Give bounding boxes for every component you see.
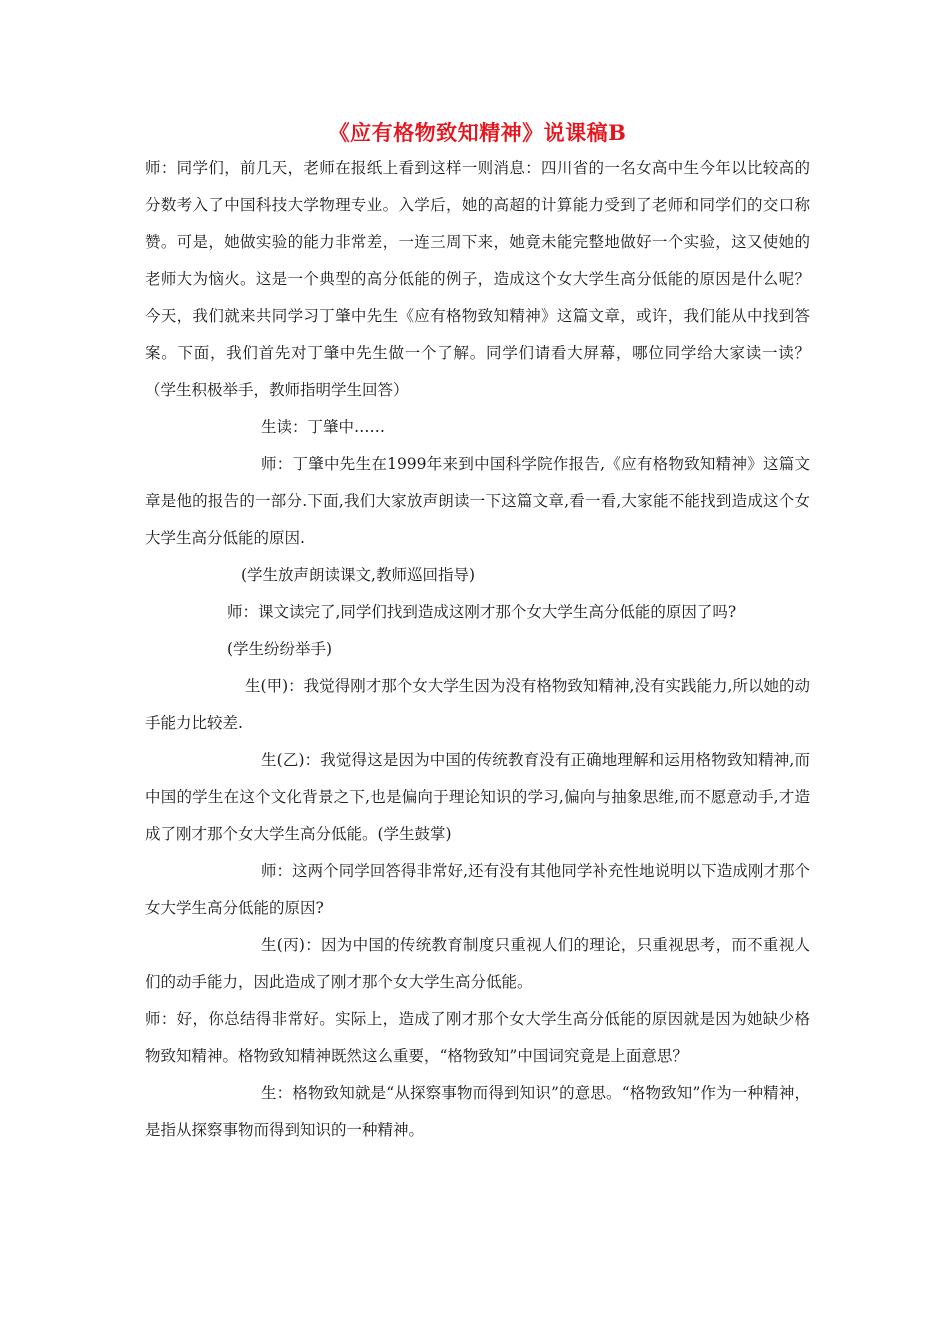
paragraph-teacher-question: 师：课文读完了,同学们找到造成这刚才那个女大学生高分低能的原因了吗? <box>227 603 737 621</box>
paragraph-student-reads: 生读：丁肇中…… <box>261 418 386 436</box>
paragraph-student-b: 生(乙)：我觉得这是因为中国的传统教育没有正确地理解和运用格物致知精神,而中国的学生在这个文化背景之下,也是偏向于理论知识的学习,偏向与抽象思维,而不愿意动手,才造成了刚才那个女大学生高分低能。(学生鼓掌) <box>145 751 810 843</box>
paragraph-student-c: 生(丙)：因为中国的传统教育制度只重视人们的理论，只重视思考，而不重视人们的动手能力，因此造成了刚才那个女大学生高分低能。 <box>145 936 810 991</box>
paragraph-student-definition: 生：格物致知就是“从探察事物而得到知识”的意思。“格物致知”作为一种精神，是指从探察事物而得到知识的一种精神。 <box>145 1084 810 1139</box>
document-title: 《应有格物致知精神》说课稿B <box>328 120 627 145</box>
paragraph-student-a: 生(甲)：我觉得刚才那个女大学生因为没有格物致知精神,没有实践能力,所以她的动手能力比较差. <box>145 677 810 732</box>
paragraph-teacher-intro: 师：同学们，前几天，老师在报纸上看到这样一则消息：四川省的一名女高中生今年以比较高的分数考入了中国科技大学物理专业。入学后，她的高超的计算能力受到了老师和同学们的交口称赞。可是，她做实验的能力非常差，一连三周下来，她竟未能完整地做好一个实验，这又使她的老师大为恼火。这是一个典型的高分低能的例子，造成这个女大学生高分低能的原因是什么呢？今天，我们就来共同学习丁肇中先生《应有格物致知精神》这篇文章，或许，我们能从中找到答案。下面，我们首先对丁肇中先生做一个了解。同学们请看大屏幕，哪位同学给大家读一读？（学生积极举手，教师指明学生回答） <box>145 159 810 399</box>
paragraph-stage-hands: (学生纷纷举手) <box>227 640 333 658</box>
paragraph-teacher-summary: 师：好，你总结得非常好。实际上，造成了刚才那个女大学生高分低能的原因就是因为她缺少格物致知精神。格物致知精神既然这么重要，“格物致知”中国词究竟是上面意思？ <box>145 1010 810 1065</box>
paragraph-teacher-ding: 师：丁肇中先生在1999年来到中国科学院作报告,《应有格物致知精神》这篇文章是他的报告的一部分.下面,我们大家放声朗读一下这篇文章,看一看,大家能不能找到造成这个女大学生高分低能的原因. <box>145 455 810 547</box>
paragraph-teacher-praise: 师：这两个同学回答得非常好,还有没有其他同学补充性地说明以下造成刚才那个女大学生高分低能的原因? <box>145 862 810 917</box>
paragraph-stage-reading: (学生放声朗读课文,教师巡回指导) <box>241 566 476 584</box>
document-page <box>145 118 810 1149</box>
